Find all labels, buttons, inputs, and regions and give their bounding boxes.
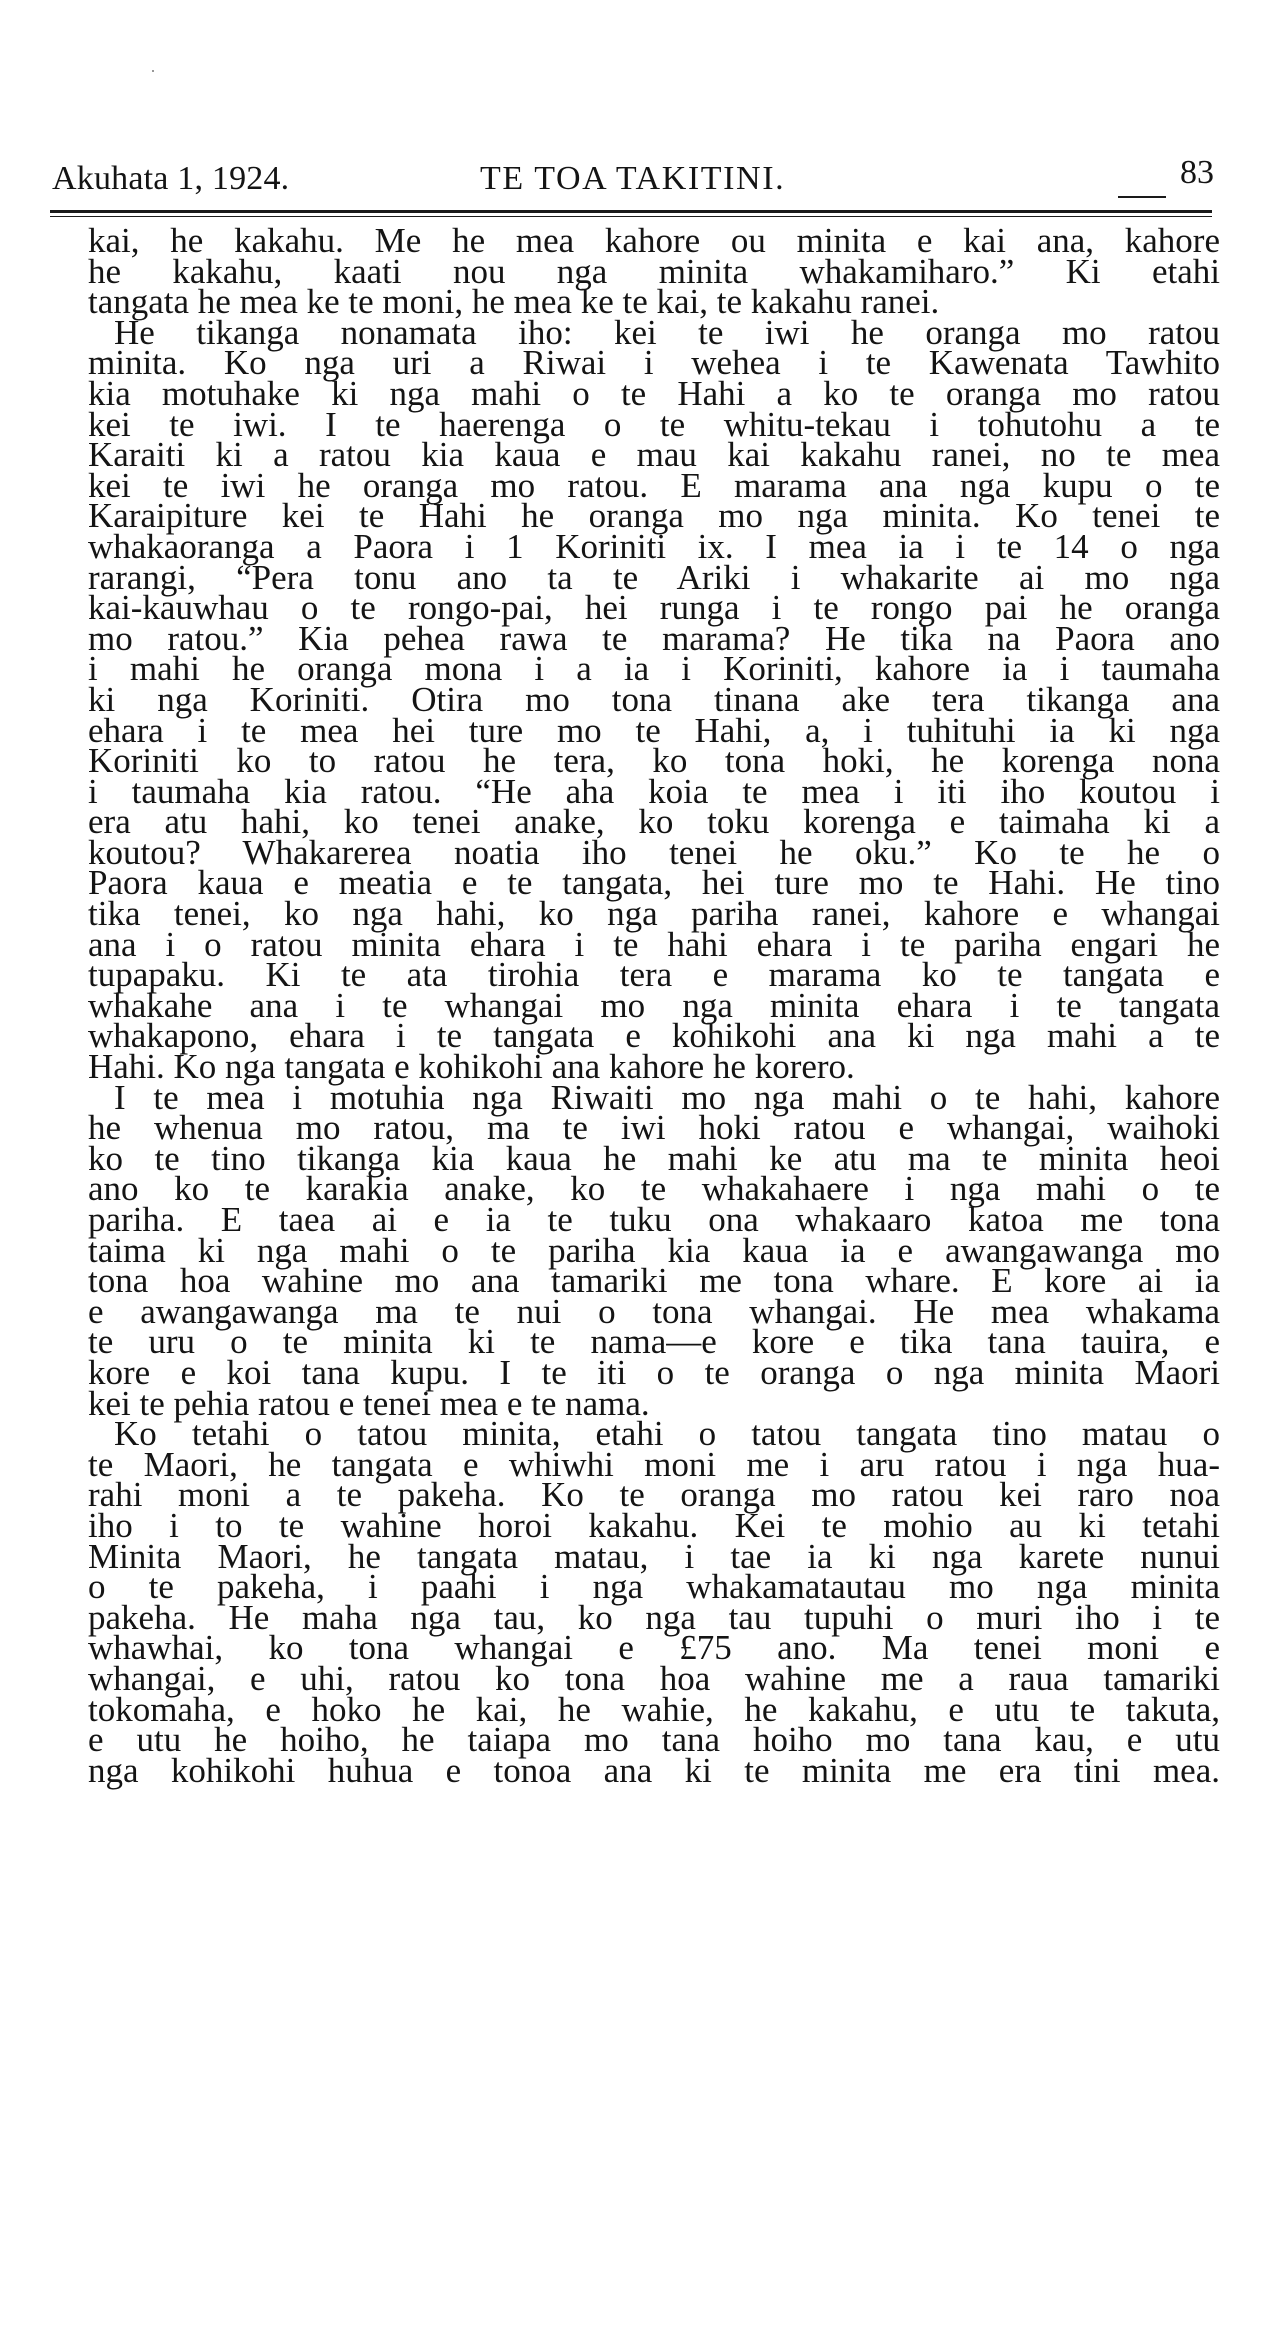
text-line: tika tenei, ko nga hahi, ko nga pariha ranei, kahore e whangai: [88, 894, 1220, 934]
text-line: kore e koi tana kupu. I te iti o te oranga o nga minita Maori: [88, 1352, 1220, 1392]
text-line: ehara i te mea hei ture mo te Hahi, a, i tuhituhi ia ki nga: [88, 710, 1220, 750]
text-line: kei te iwi. I te haerenga o te whitu-tekau i tohutohu a te: [88, 404, 1220, 444]
text-line: rarangi, “Pera tonu ano ta te Ariki i whakarite ai mo nga: [88, 557, 1220, 597]
text-line: Karaipiture kei te Hahi he oranga mo nga minita. Ko tenei te: [88, 496, 1220, 536]
text-line: tona hoa wahine mo ana tamariki me tona whare. E kore ai ia: [88, 1261, 1220, 1301]
text-line: pariha. E taea ai e ia te tuku ona whakaaro katoa me tona: [88, 1200, 1220, 1239]
page-number: 83: [1180, 154, 1214, 191]
text-line: tangata he mea ke te moni, he mea ke te kai, te kakahu ranei.: [88, 282, 940, 322]
text-line: tokomaha, e hoko he kai, he wahie, he kakahu, e utu te takuta,: [88, 1689, 1220, 1729]
text-line: kai, he kakahu. Me he mea kahore ou minita e kai ana, kahore: [88, 221, 1220, 260]
running-header: [52, 150, 1218, 200]
text-line: i taumaha kia ratou. “He aha koia te mea i iti iho koutou i: [88, 771, 1220, 811]
text-line: whangai, e uhi, ratou ko tona hoa wahine me a raua tamariki: [88, 1658, 1220, 1698]
text-line: minita. Ko nga uri a Riwai i wehea i te Kawenata Tawhito: [88, 343, 1220, 383]
text-line: He tikanga nonamata iho: kei te iwi he oranga mo ratou: [114, 312, 1220, 352]
text-line: whakaoranga a Paora i 1 Koriniti ix. I mea ia i te 14 o nga: [88, 526, 1220, 566]
text-line: iho i to te wahine horoi kakahu. Kei te mohio au ki tetahi: [88, 1505, 1220, 1545]
text-line: taima ki nga mahi o te pariha kia kaua ia e awangawanga mo: [88, 1230, 1220, 1270]
text-line: ano ko te karakia anake, ko te whakahaere i nga mahi o te: [88, 1169, 1220, 1209]
header-rule-thin: [50, 216, 1212, 217]
text-line: he whenua mo ratou, ma te iwi hoki ratou e whangai, waihoki: [88, 1108, 1220, 1148]
print-speck: [152, 70, 154, 72]
text-line: i mahi he oranga mona i a ia i Koriniti, kahore ia i taumaha: [88, 649, 1220, 689]
text-line: te uru o te minita ki te nama—e kore e tika tana tauira, e: [88, 1322, 1220, 1362]
text-line: e utu he hoiho, he taiapa mo tana hoiho mo tana kau, e utu: [88, 1720, 1220, 1760]
text-line: Paora kaua e meatia e te tangata, hei ture mo te Hahi. He tino: [88, 863, 1220, 903]
text-line: whakahe ana i te whangai mo nga minita ehara i te tangata: [88, 985, 1220, 1025]
text-line: Karaiti ki a ratou kia kaua e mau kai kakahu ranei, no te mea: [88, 435, 1220, 475]
text-line: whawhai, ko tona whangai e £75 ano. Ma tenei moni e: [88, 1628, 1220, 1668]
text-line: koutou? Whakarerea noatia iho tenei he oku.” Ko te he o: [88, 832, 1220, 872]
text-line: te Maori, he tangata e whiwhi moni me i aru ratou i nga hua-: [88, 1444, 1220, 1484]
text-line: o te pakeha, i paahi i nga whakamatautau mo nga minita: [88, 1567, 1220, 1607]
text-line: rahi moni a te pakeha. Ko te oranga mo ratou kei raro noa: [88, 1475, 1220, 1515]
text-line: Hahi. Ko nga tangata e kohikohi ana kahore he korero.: [88, 1047, 855, 1087]
text-line: he kakahu, kaati nou nga minita whakamiharo.” Ki etahi: [88, 251, 1220, 291]
text-line: I te mea i motuhia nga Riwaiti mo nga mahi o te hahi, kahore: [114, 1077, 1220, 1117]
text-line: ana i o ratou minita ehara i te hahi ehara i te pariha engari he: [88, 924, 1220, 964]
text-line: ko te tino tikanga kia kaua he mahi ke atu ma te minita heoi: [88, 1138, 1220, 1178]
text-line: kei te pehia ratou e tenei mea e te nama.: [88, 1383, 650, 1423]
text-line: Ko tetahi o tatou minita, etahi o tatou tangata tino matau o: [114, 1414, 1220, 1454]
header-rule-thick: [50, 210, 1212, 213]
text-line: mo ratou.” Kia pehea rawa te marama? He tika na Paora ano: [88, 618, 1220, 658]
text-line: pakeha. He maha nga tau, ko nga tau tupuhi o muri iho i te: [88, 1597, 1220, 1637]
body-text: [88, 221, 1220, 1790]
header-title: TE TOA TAKITINI.: [480, 160, 786, 197]
header-date: Akuhata 1, 1924.: [52, 160, 290, 197]
text-line: e awangawanga ma te nui o tona whangai. He mea whakama: [88, 1291, 1220, 1331]
text-line: whakapono, ehara i te tangata e kohikohi ana ki nga mahi a te: [88, 1016, 1220, 1056]
text-line: Minita Maori, he tangata matau, i tae ia ki nga karete nunui: [88, 1536, 1220, 1576]
text-line: kia motuhake ki nga mahi o te Hahi a ko te oranga mo ratou: [88, 373, 1220, 413]
text-line: Koriniti ko to ratou he tera, ko tona hoki, he korenga nona: [88, 741, 1220, 781]
text-line: kei te iwi he oranga mo ratou. E marama ana nga kupu o te: [88, 465, 1220, 505]
text-line: kai-kauwhau o te rongo-pai, hei runga i te rongo pai he oranga: [88, 588, 1220, 628]
text-line: ki nga Koriniti. Otira mo tona tinana ake tera tikanga ana: [88, 679, 1220, 719]
text-line: era atu hahi, ko tenei anake, ko toku korenga e taimaha ki a: [88, 802, 1220, 842]
text-line: nga kohikohi huhua e tonoa ana ki te minita me era tini mea.: [88, 1750, 1220, 1790]
text-line: tupapaku. Ki te ata tirohia tera e marama ko te tangata e: [88, 955, 1220, 995]
page-number-underline: [1118, 196, 1166, 198]
